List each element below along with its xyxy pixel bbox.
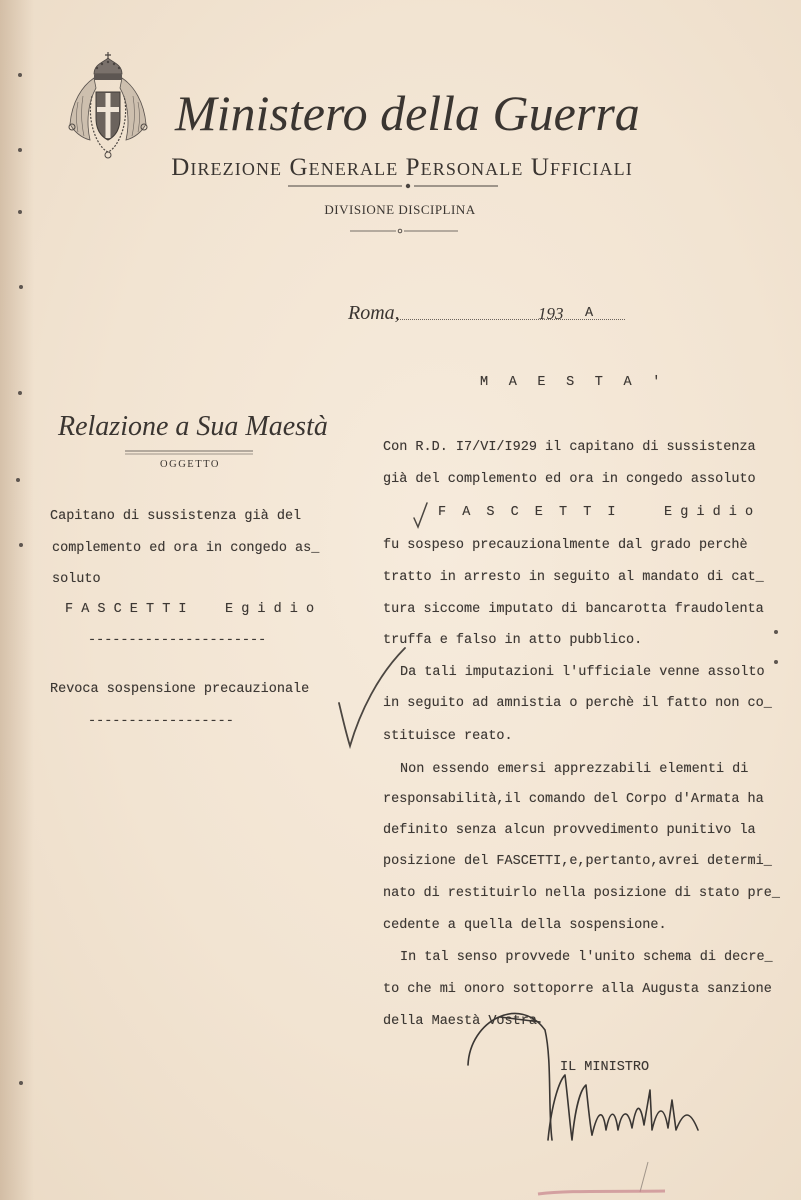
letter-line: tratto in arresto in seguito al mandato di cat_ [383,570,764,585]
red-smudge [538,1191,665,1194]
letter-surname: F A S C E T T I [438,505,616,520]
letter-given-name: E g i d i o [664,505,754,520]
ministry-title: Ministero della Guerra [175,85,640,141]
typed-dash-rule: ---------------------- [88,633,267,648]
report-heading: Relazione a Sua Maestà [58,411,328,442]
letter-line: cedente a quella della sospensione. [383,918,667,933]
letter-line: nato di restituirlo nella posizione di stato pre_ [383,886,780,901]
letter-line: Con R.D. I7/VI/I929 il capitano di sussistenza [383,440,756,455]
signature [468,1014,698,1140]
subject-label: OGGETTO [160,459,220,470]
directorate-name: Direzione Generale Personale Ufficiali [171,154,633,181]
letter-line: posizione del FASCETTI,e,pertanto,avrei determi_ [383,854,772,869]
letter-line: Da tali imputazioni l'ufficiale venne assolto [400,665,765,680]
letter-line: In tal senso provvede l'unito schema di decre_ [400,950,773,965]
subject-line: Capitano di sussistenza già del [50,509,302,524]
typed-dash-rule: ------------------ [88,714,234,729]
letter-line: to che mi onoro sottoporre alla Augusta sanzione [383,982,772,997]
subject-line: soluto [52,572,101,587]
subject-matter: Revoca sospensione precauzionale [50,682,310,697]
punch-holes [16,73,778,1085]
subject-surname: F A S C E T T I [65,602,187,617]
division-name: DIVISIONE DISCIPLINA [324,202,476,217]
letter-line: fu sospeso precauzionalmente dal grado perchè [383,538,748,553]
letter-line: in seguito ad amnistia o perchè il fatto non co_ [383,696,772,711]
year-suffix: A [585,306,594,321]
subject-line: complemento ed ora in congedo as_ [52,541,320,556]
letter-line: stituisce reato. [383,729,513,744]
place-name: Roma, [348,302,400,324]
pencil-stroke [640,1162,648,1192]
subject-given-name: E g i d i o [225,602,315,617]
letter-line: Non essendo emersi apprezzabili elementi di [400,762,749,777]
letter-line: definito senza alcun provvedimento punitivo la [383,823,756,838]
letter-line: della Maestà Vostra [383,1014,537,1029]
signatory-title: IL MINISTRO [560,1060,650,1075]
check-mark-large [339,648,405,746]
year-prefix: 193 [538,304,564,323]
letter-line: già del complemento ed ora in congedo assoluto [383,472,756,487]
letter-line: truffa e falso in atto pubblico. [383,633,643,648]
letter-line: responsabilità,il comando del Corpo d'Armata ha [383,792,764,807]
salutation: M A E S T A ' [480,375,661,390]
check-mark-small [414,503,427,527]
letter-line: tura siccome imputato di bancarotta fraudolenta [383,602,764,617]
